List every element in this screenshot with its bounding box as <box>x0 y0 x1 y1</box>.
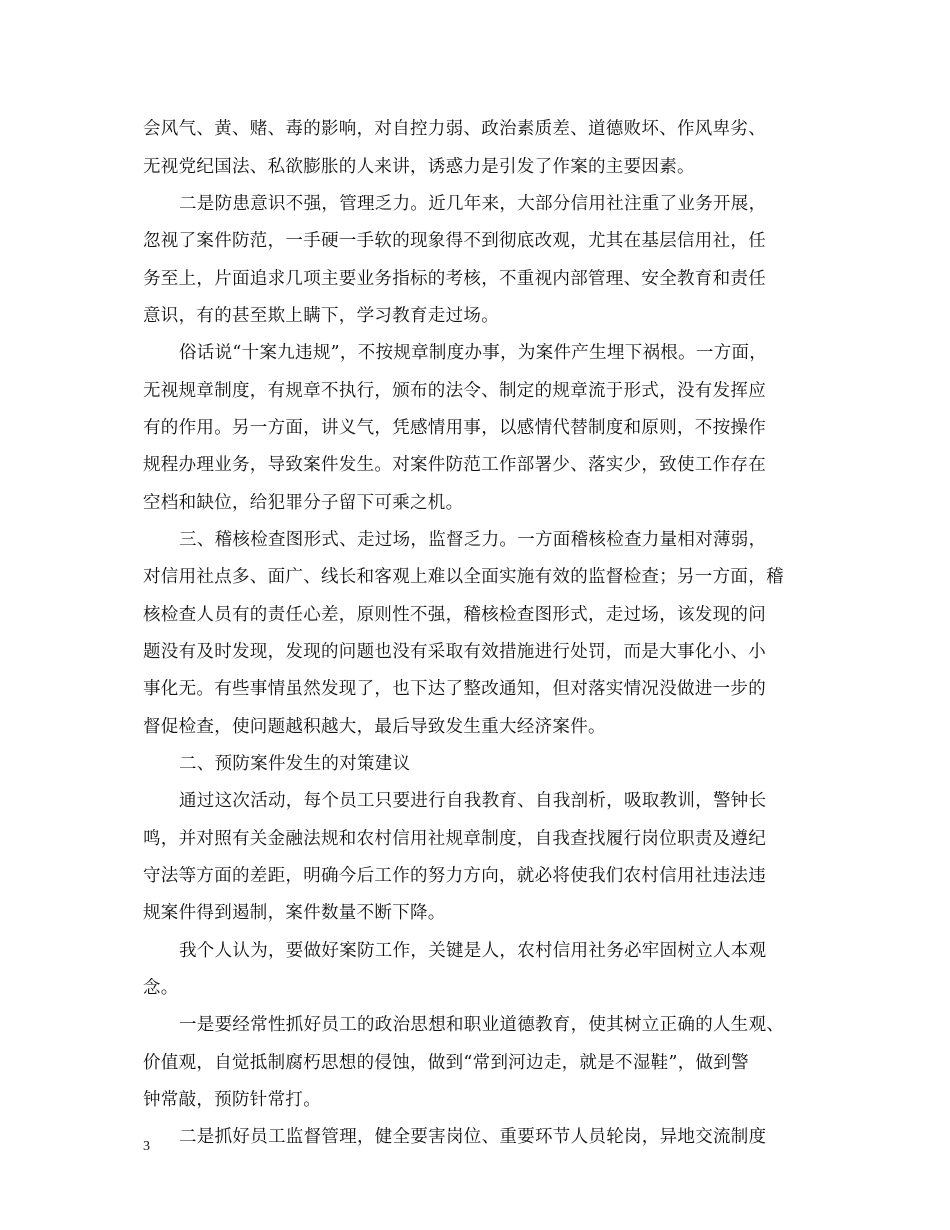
text-line: 念。 <box>143 978 179 998</box>
text-line: 有的作用。另一方面，讲义气，凭感情用事，以感情代替制度和原则，不按操作 <box>143 418 766 438</box>
paragraph-first-line: 三、稽核检查图形式、走过场，监督乏力。一方面稽核检查力量相对薄弱， <box>179 530 767 550</box>
text-line: 钟常敲，预防针常打。 <box>143 1090 321 1110</box>
text-line: 无视党纪国法、私欲膨胀的人来讲，诱惑力是引发了作案的主要因素。 <box>143 157 695 177</box>
text-line: 忽视了案件防范，一手硬一手软的现象得不到彻底改观，尤其在基层信用社，任 <box>143 231 766 251</box>
text-line: 规案件得到遏制，案件数量不断下降。 <box>143 903 446 923</box>
text-line: 鸣，并对照有关金融法规和农村信用社规章制度，自我查找履行岗位职责及遵纪 <box>143 829 766 849</box>
paragraph-first-line: 我个人认为，要做好案防工作，关键是人，农村信用社务必牢固树立人本观 <box>179 941 767 961</box>
page-number: 3 <box>143 1139 150 1154</box>
text-line: 意识，有的甚至欺上瞒下，学习教育走过场。 <box>143 306 499 326</box>
paragraph-first-line: 俗话说“十案九违规”，不按规章制度办事，为案件产生埋下祸根。一方面， <box>179 343 768 363</box>
text-line: 核检查人员有的责任心差，原则性不强，稽核检查图形式，走过场，该发现的问 <box>143 605 766 625</box>
text-line: 督促检查，使问题越积越大，最后导致发生重大经济案件。 <box>143 717 606 737</box>
text-line: 对信用社点多、面广、线长和客观上难以全面实施有效的监督检查；另一方面，稽 <box>143 567 784 587</box>
text-line: 守法等方面的差距，明确今后工作的努力方向，就必将使我们农村信用社违法违 <box>143 866 766 886</box>
paragraph-first-line: 通过这次活动，每个员工只要进行自我教育、自我剖析，吸取教训，警钟长 <box>179 791 767 811</box>
text-line: 规程办理业务，导致案件发生。对案件防范工作部署少、落实少，致使工作存在 <box>143 455 766 475</box>
section-heading: 二、预防案件发生的对策建议 <box>179 754 411 774</box>
text-line: 价值观，自觉抵制腐朽思想的侵蚀，做到“常到河边走，就是不湿鞋”，做到警 <box>143 1053 749 1073</box>
text-line: 题没有及时发现，发现的问题也没有采取有效措施进行处罚，而是大事化小、小 <box>143 642 766 662</box>
text-line: 空档和缺位，给犯罪分子留下可乘之机。 <box>143 493 464 513</box>
text-line: 务至上，片面追求几项主要业务指标的考核，不重视内部管理、安全教育和责任 <box>143 269 766 289</box>
text-line: 无视规章制度，有规章不执行，颁布的法令、制定的规章流于形式，没有发挥应 <box>143 381 766 401</box>
text-line: 会风气、黄、赌、毒的影响，对自控力弱、政治素质差、道德败坏、作风卑劣、 <box>143 119 766 139</box>
text-line: 事化无。有些事情虽然发现了，也下达了整改通知，但对落实情况没做进一步的 <box>143 679 766 699</box>
paragraph-first-line: 二是防患意识不强，管理乏力。近几年来，大部分信用社注重了业务开展， <box>179 194 767 214</box>
paragraph-first-line: 一是要经常性抓好员工的政治思想和职业道德教育，使其树立正确的人生观、 <box>179 1015 785 1035</box>
paragraph-first-line: 二是抓好员工监督管理，健全要害岗位、重要环节人员轮岗，异地交流制度 <box>179 1127 767 1147</box>
